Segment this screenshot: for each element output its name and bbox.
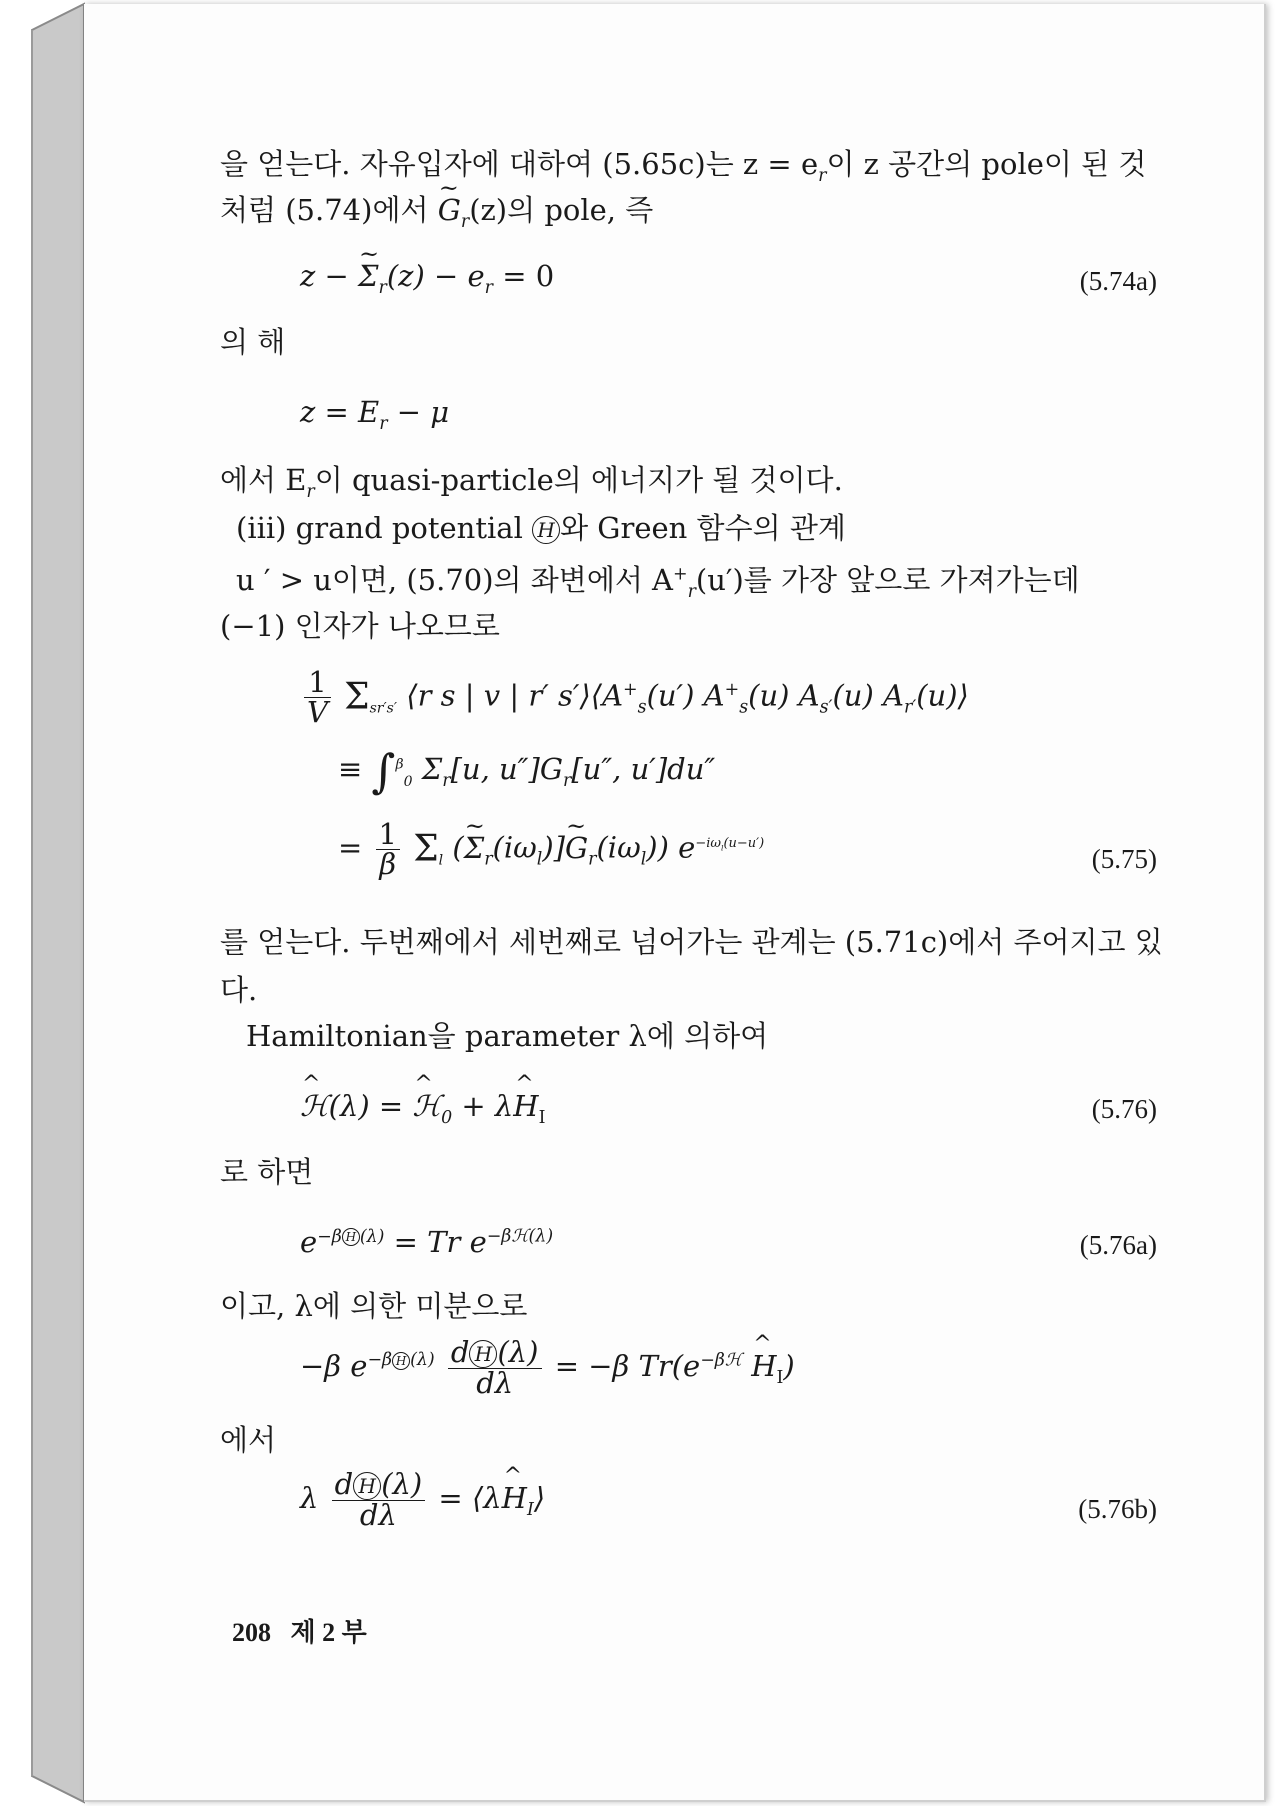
paragraph-line: 로 하면	[220, 1155, 314, 1189]
equation-derivative: −β $e^{-\beta H (\lambda)}$ $\frac{\text{d H (λ)}}{d\lambda}$ = −β $Tr(e^{-\beta ℋ}$ ^ $H_I$)	[300, 1338, 795, 1398]
paragraph-line: 에서 $E_r$이 quasi-particle의 에너지가 될 것이다.	[220, 463, 843, 502]
equation-number: (5.76a)	[1079, 1230, 1157, 1260]
equation-number: (5.75)	[1091, 844, 1157, 874]
paragraph-line: 이고, λ에 의한 미분으로	[220, 1289, 528, 1323]
equation-number: (5.74a)	[1079, 266, 1157, 296]
page-footer	[232, 1612, 367, 1649]
paragraph-line: u ′ > u이면, (5.70)의 좌변에서 $A^+_r(u')$를 가장 앞으로 가져가는데	[236, 563, 1080, 602]
equation-number: (5.76b)	[1078, 1494, 1157, 1524]
paragraph-line: 의 해	[220, 325, 286, 359]
equation-575-line1: $\frac{1}{V}$ $\Sigma_{sr's'}$ ⟨r s | v | r′ $s'⟩⟨A^+_s(u')$ $A^+_s(u)$ $A_{s'}(u)$ $A_{r'}(u)⟩$	[300, 668, 969, 727]
part-label: 제 2 부	[290, 1618, 367, 1647]
book-spine	[0, 0, 88, 1806]
paragraph-line: 처럼 (5.74)에서 ~ $G_r(z)$의 pole, 즉	[220, 196, 653, 231]
equation-576a: $e^{-\beta H (\lambda)} = Tr$ $e^{-\beta ℋ(\lambda)}$	[300, 1225, 554, 1260]
paragraph-line: Hamiltonian을 parameter λ에 의하여	[246, 1019, 769, 1053]
equation: $z = E_r - \mu$	[300, 395, 450, 434]
paragraph-line: (−1) 인자가 나오므로	[220, 609, 500, 643]
equation-576b: λ $\frac{\text{d H (λ)}}{d\lambda}$ = ⟨λ^ $H_I⟩$	[300, 1470, 545, 1530]
equation-574a: z − ~ $\Sigma_r(z) - e_r = 0$	[300, 262, 554, 297]
equation-576: ^ ℋ(λ) = ^ ℋ$_0$ + λ^ $H_I$	[300, 1092, 545, 1127]
equation-575-line2: ≡ ∫$^\beta_0$ $\Sigma_r[u$, $u'']G_r[u''$, u′]du″	[338, 744, 716, 798]
equation-575-line3: = $\frac{1}{\beta}$ $\Sigma_l$ (~ $\Sigma_r(i\omega_l)]\sim$ $G_r(i\omega_l)$) $e^{-i\omega_l(u-u')}$	[338, 820, 764, 879]
paragraph-line: 에서	[220, 1423, 277, 1457]
paragraph-line: 를 얻는다. 두번째에서 세번째로 넘어가는 관계는 (5.71c)에서 주어지고 있	[220, 925, 1163, 959]
equation-number: (5.76)	[1091, 1094, 1157, 1124]
paragraph-line: 을 얻는다. 자유입자에 대하여 (5.65c)는 $z = e_r$이 z 공간의 pole이 된 것	[220, 147, 1147, 186]
paragraph-line: 다.	[220, 973, 258, 1007]
section-heading: (iii) grand potential H 와 Green 함수의 관계	[236, 511, 846, 545]
page-number: 208	[232, 1618, 271, 1647]
